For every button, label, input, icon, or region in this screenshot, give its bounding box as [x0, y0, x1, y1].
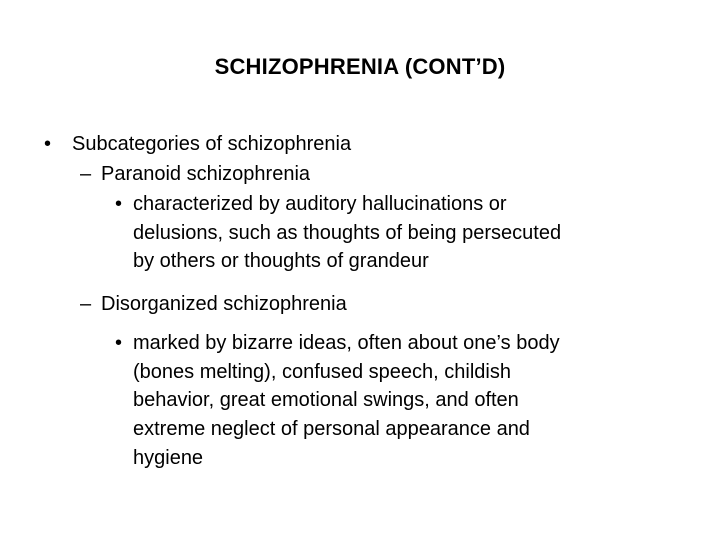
- bullet-marker: •: [115, 332, 123, 354]
- subitem-heading: Paranoid schizophrenia: [101, 163, 311, 185]
- dash-marker: –: [80, 163, 92, 185]
- detail-line: marked by bizarre ideas, often about one’s body: [133, 332, 560, 354]
- bullet-marker: •: [44, 133, 52, 155]
- detail-line: by others or thoughts of grandeur: [133, 250, 429, 272]
- detail-line: behavior, great emotional swings, and often: [133, 389, 519, 411]
- dash-marker: –: [80, 293, 92, 315]
- subitem-heading: Disorganized schizophrenia: [101, 293, 347, 315]
- slide-title: SCHIZOPHRENIA (CONT’D): [214, 54, 506, 79]
- bullet-marker: •: [115, 193, 123, 215]
- bullet-text: Subcategories of schizophrenia: [72, 133, 352, 155]
- detail-line: characterized by auditory hallucinations or: [133, 193, 507, 215]
- detail-line: delusions, such as thoughts of being persecuted: [133, 222, 562, 244]
- detail-line: extreme neglect of personal appearance and: [133, 418, 530, 440]
- detail-line: hygiene: [133, 447, 204, 469]
- detail-line: (bones melting), confused speech, childish: [133, 361, 511, 383]
